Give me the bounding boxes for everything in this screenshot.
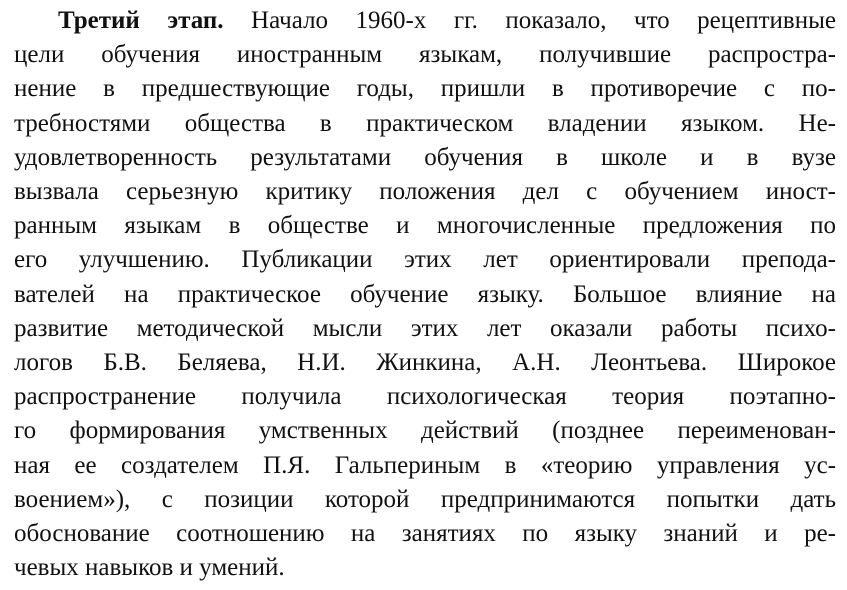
text-line-1: Третий этап. Начало 1960-х гг. показало, что рецептивные	[58, 7, 836, 34]
text-line-9: вателей на практическое обучение языку. Большое влияние на	[14, 280, 836, 308]
text-line-7: ранным языкам в обществе и многочисленные предложения по	[14, 212, 836, 240]
section-heading: Третий этап.	[58, 7, 224, 34]
text-line-15: воением»), с позиции которой предпринимаются попытки дать	[14, 485, 836, 513]
text-line-5: удовлетворенность результатами обучения в школе и в вузе	[14, 143, 836, 171]
text-line-6: вызвала серьезную критику положения дел с обучением иност-	[14, 178, 836, 206]
text-line-14: ная ее создателем П.Я. Гальпериным в «теорию управления ус-	[14, 451, 836, 479]
text-line-8: его улучшению. Публикации этих лет ориентировали препода-	[14, 246, 836, 274]
text-line-2: цели обучения иностранным языкам, получившие распростра-	[14, 41, 836, 69]
text-line-12: распространение получила психологическая теория поэтапно-	[14, 383, 836, 411]
text-line-3: нение в предшествующие годы, пришли в противоречие с по-	[14, 75, 836, 103]
text-line-16: обоснование соотношению на занятиях по языку знаний и ре-	[14, 520, 836, 548]
text-line-11: логов Б.В. Беляева, Н.И. Жинкина, А.Н. Леонтьева. Широкое	[14, 349, 836, 377]
text-line-4: требностями общества в практическом владении языком. Не-	[14, 109, 836, 137]
text-line-13: го формирования умственных действий (позднее переименован-	[14, 417, 836, 445]
text-line-17: чевых навыков и умений.	[14, 554, 285, 582]
text-line-10: развитие методической мысли этих лет оказали работы психо-	[14, 314, 836, 342]
